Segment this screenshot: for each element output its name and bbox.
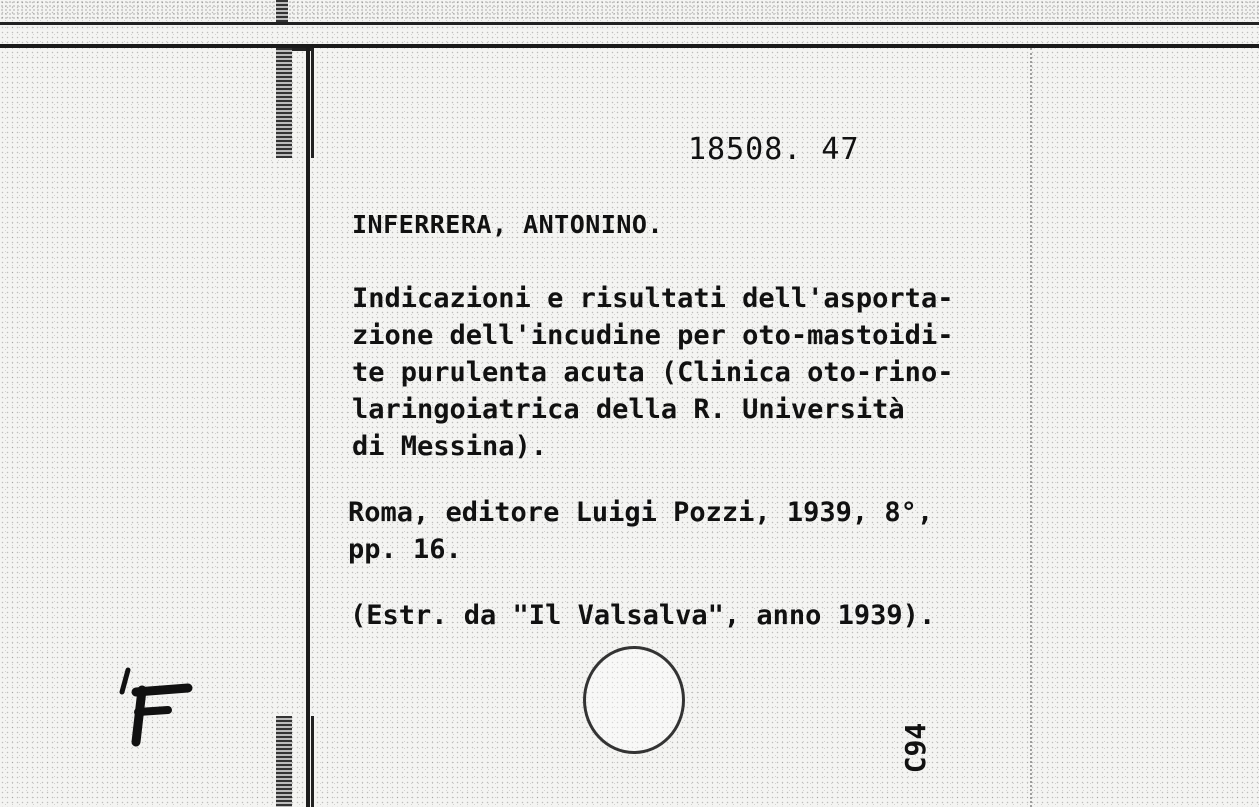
extract-note: (Estr. da "Il Valsalva", anno 1939). xyxy=(350,600,936,631)
binding-strip xyxy=(276,48,292,158)
card-notch-bottom xyxy=(292,716,314,807)
title-line: Indicazioni e risultati dell'asporta- xyxy=(352,283,954,314)
title-line: zione dell'incudine per oto-mastoidi- xyxy=(352,320,954,351)
imprint-line: pp. 16. xyxy=(348,534,462,565)
binding-strip-top xyxy=(276,0,288,22)
handwritten-f-mark xyxy=(118,662,208,752)
stamp-code xyxy=(880,718,950,778)
author-heading: INFERRERA, ANTONINO. xyxy=(352,210,664,239)
card-left-edge xyxy=(306,48,310,807)
binding-strip-lower xyxy=(276,716,292,807)
card-top-edge xyxy=(0,44,1259,48)
imprint-block xyxy=(348,494,1048,568)
card-notch-top xyxy=(292,48,314,158)
catalog-number: 18508. 47 xyxy=(688,132,860,167)
title-line: di Messina). xyxy=(352,431,548,462)
top-rule xyxy=(0,22,1259,25)
title-block xyxy=(352,280,1052,465)
top-noise-band xyxy=(0,0,1259,20)
punch-hole xyxy=(583,646,685,754)
stamp-code-text: C94 xyxy=(898,722,932,774)
imprint-line: Roma, editore Luigi Pozzi, 1939, 8°, xyxy=(348,497,934,528)
title-line: laringoiatrica della R. Università xyxy=(352,394,905,425)
title-line: te purulenta acuta (Clinica oto-rino- xyxy=(352,357,954,388)
